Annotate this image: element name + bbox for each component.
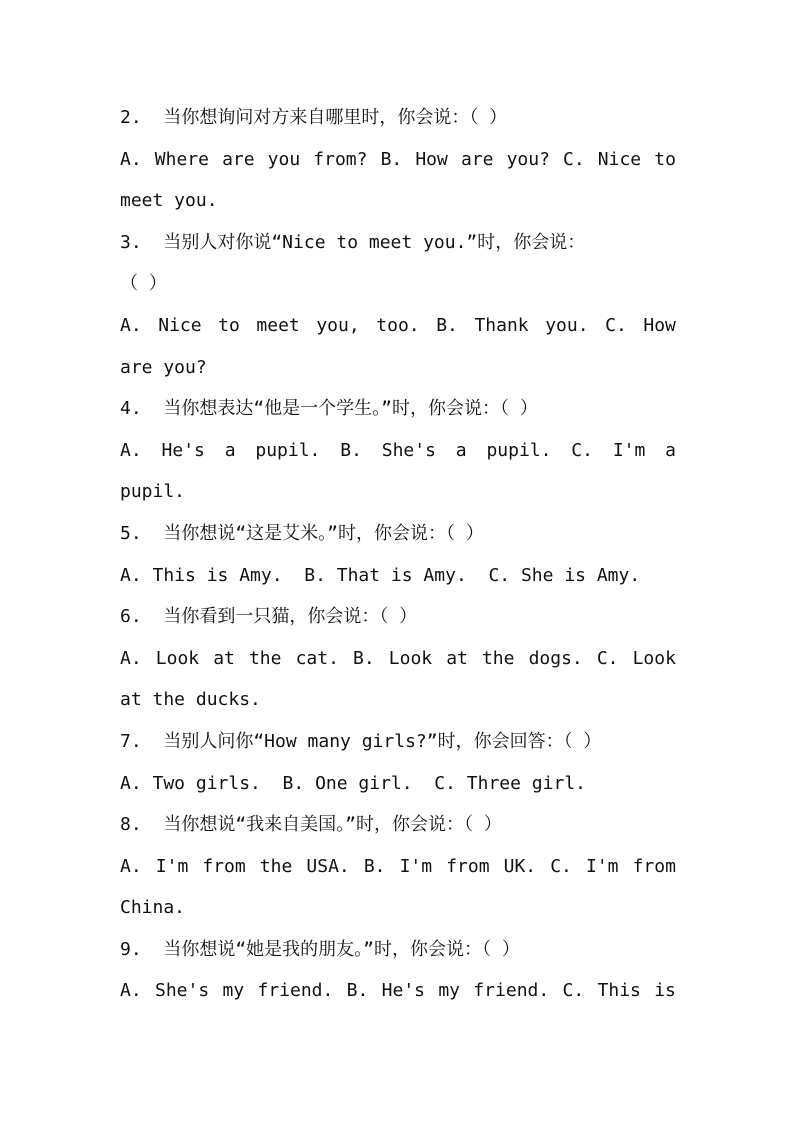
option-word: How (643, 314, 676, 336)
option-word: Look (155, 647, 200, 669)
question-prompt: 2. 当你想询问对方来自哪里时，你会说：（ ） (120, 107, 508, 128)
question-prompt: 3. 当别人对你说“Nice to meet you.”时，你会说： (120, 231, 586, 253)
question-options: A. Two girls. B. One girl. C. Three girl. (120, 772, 586, 794)
option-word: Thank (474, 314, 529, 336)
option-word: the (259, 855, 293, 877)
question-options-continued: pupil. (120, 481, 186, 503)
option-word: C. (550, 855, 572, 877)
option-word: USA. (306, 855, 350, 877)
option-word: a (224, 439, 236, 461)
option-word: pupil. (486, 439, 552, 461)
question-options (120, 139, 676, 181)
question-options (120, 846, 676, 888)
option-word: meet (256, 314, 300, 336)
option-word: you (267, 148, 301, 170)
option-word: B. (363, 855, 386, 877)
option-word: are (460, 148, 494, 170)
option-word: the (248, 647, 282, 669)
option-word: my (438, 980, 461, 1002)
question-prompt: 8. 当你想说“我来自美国。”时，你会说：（ ） (120, 814, 502, 836)
option-word: a (665, 439, 676, 461)
question-options-continued: at the ducks. (120, 689, 261, 711)
option-word: How (415, 148, 448, 170)
option-word: to (218, 314, 240, 336)
option-word: Look (632, 647, 676, 669)
option-word: you? (506, 148, 550, 170)
option-word: are (222, 148, 255, 170)
option-word: B. (436, 314, 458, 336)
option-word: you, (316, 314, 360, 336)
option-word: C. (562, 980, 585, 1002)
option-word: is (654, 980, 676, 1002)
option-word: C. (605, 314, 627, 336)
option-word: from? (313, 148, 368, 170)
question-prompt-continued: （ ） (120, 273, 167, 295)
option-word: A. (120, 148, 142, 170)
option-word: from (446, 855, 490, 877)
question-options (120, 638, 676, 680)
question-options-continued: China. (120, 897, 186, 919)
question-prompt: 6. 当你看到一只猫，你会说：（ ） (120, 606, 418, 628)
question-prompt: 5. 当你想说“这是艾米。”时，你会说：（ ） (120, 522, 484, 544)
option-word: Where (154, 148, 209, 170)
option-word: I'm (155, 855, 189, 877)
option-word: A. (120, 855, 142, 877)
question-prompt: 4. 当你想表达“他是一个学生。”时，你会说：（ ） (120, 398, 538, 420)
option-word: you. (545, 314, 589, 336)
question-prompt: 7. 当别人问你“How many girls?”时，你会回答：（ ） (120, 730, 602, 752)
question-options (120, 430, 676, 472)
option-word: She's (155, 980, 210, 1002)
option-word: Nice (597, 148, 642, 170)
question-options-continued: are you? (120, 356, 207, 378)
option-word: He's (161, 439, 205, 461)
option-word: the (481, 647, 515, 669)
option-word: Nice (158, 314, 202, 336)
question-list (120, 97, 676, 1012)
option-word: A. (120, 647, 142, 669)
option-word: He's (381, 980, 426, 1002)
question-options (120, 970, 676, 1012)
question-prompt: 9. 当你想说“她是我的朋友。”时，你会说：（ ） (120, 938, 520, 960)
option-word: from (632, 855, 676, 877)
option-word: my (222, 980, 245, 1002)
option-word: B. (380, 148, 403, 170)
option-word: C. (563, 148, 585, 170)
option-word: This (597, 980, 641, 1002)
option-word: dogs. (528, 647, 583, 669)
option-word: a (455, 439, 467, 461)
option-word: at (213, 647, 235, 669)
option-word: too. (376, 314, 420, 336)
option-word: A. (120, 980, 142, 1002)
option-word: UK. (503, 855, 537, 877)
option-word: B. (340, 439, 362, 461)
question-options-continued: meet you. (120, 190, 218, 212)
option-word: A. (120, 439, 142, 461)
option-word: from (202, 855, 246, 877)
question-options (120, 305, 676, 347)
option-word: I'm (399, 855, 433, 877)
option-word: A. (120, 314, 142, 336)
option-word: to (654, 148, 676, 170)
option-word: friend. (473, 980, 550, 1002)
option-word: friend. (257, 980, 334, 1002)
option-word: She's (381, 439, 436, 461)
option-word: I'm (585, 855, 619, 877)
option-word: B. (353, 647, 375, 669)
question-options: A. This is Amy. B. That is Amy. C. She is Amy. (120, 564, 641, 586)
option-word: pupil. (255, 439, 321, 461)
option-word: C. (571, 439, 593, 461)
option-word: I'm (612, 439, 646, 461)
option-word: C. (596, 647, 619, 669)
option-word: at (446, 647, 468, 669)
option-word: Look (388, 647, 433, 669)
option-word: cat. (295, 647, 339, 669)
option-word: B. (346, 980, 369, 1002)
